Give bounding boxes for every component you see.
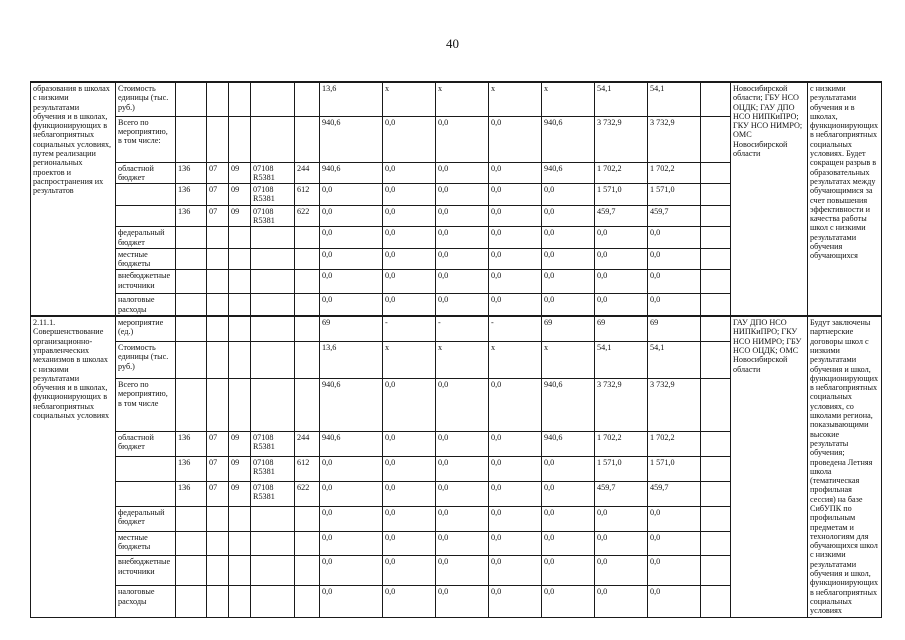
grbs-code-cell: 136 [176, 431, 207, 456]
grbs-code-cell: 136 [176, 456, 207, 481]
section-code-cell [207, 531, 229, 556]
expense-type-cell [295, 82, 320, 116]
indicator-label-cell: областной бюджет [116, 431, 176, 456]
value-cell: 0,0 [595, 248, 648, 270]
target-article-cell [251, 294, 295, 316]
value-cell: 0,0 [320, 506, 383, 531]
target-article-cell: 07108 R5381 [251, 184, 295, 206]
expense-type-cell: 244 [295, 162, 320, 184]
target-article-cell: 07108 R5381 [251, 456, 295, 481]
spacer-cell [701, 342, 731, 379]
value-cell: 54,1 [595, 82, 648, 116]
value-cell: 3 732,9 [595, 378, 648, 431]
subsection-code-cell: 09 [229, 456, 251, 481]
section-code-cell [207, 248, 229, 270]
table-body [31, 82, 882, 617]
value-cell: 0,0 [489, 531, 542, 556]
grbs-code-cell: 136 [176, 162, 207, 184]
value-cell: 0,0 [436, 531, 489, 556]
value-cell: 0,0 [489, 378, 542, 431]
value-cell: 0,0 [436, 205, 489, 227]
value-cell: 0,0 [489, 162, 542, 184]
value-cell: 0,0 [595, 556, 648, 586]
value-cell: 13,6 [320, 342, 383, 379]
value-cell: 0,0 [648, 556, 701, 586]
target-article-cell: 07108 R5381 [251, 481, 295, 506]
target-article-cell [251, 270, 295, 294]
spacer-cell [701, 378, 731, 431]
target-article-cell: 07108 R5381 [251, 205, 295, 227]
value-cell: 69 [542, 316, 595, 341]
section-code-cell: 07 [207, 456, 229, 481]
value-cell: 940,6 [542, 116, 595, 162]
value-cell: 0,0 [383, 294, 436, 316]
indicator-label-cell: внебюджетные источники [116, 556, 176, 586]
budget-table [30, 81, 882, 618]
value-cell: 0,0 [436, 184, 489, 206]
grbs-code-cell [176, 378, 207, 431]
value-cell: 0,0 [489, 431, 542, 456]
section-code-cell [207, 270, 229, 294]
expense-type-cell [295, 270, 320, 294]
section-code-cell: 07 [207, 184, 229, 206]
value-cell: 0,0 [436, 481, 489, 506]
section-code-cell [207, 82, 229, 116]
executors-cell: Новосибирской области; ГБУ НСО ОЦДК; ГАУ ДПО НСО НИПКиПРО; ГКУ НСО НИМРО; ОМС Новосибирской области [731, 82, 808, 316]
subsection-code-cell [229, 556, 251, 586]
value-cell: 0,0 [383, 531, 436, 556]
value-cell: 0,0 [542, 270, 595, 294]
value-cell: 0,0 [320, 270, 383, 294]
grbs-code-cell [176, 270, 207, 294]
target-article-cell [251, 556, 295, 586]
value-cell: 0,0 [542, 456, 595, 481]
value-cell: 1 702,2 [595, 431, 648, 456]
indicator-label-cell: налоговые расходы [116, 586, 176, 617]
grbs-code-cell: 136 [176, 205, 207, 227]
expense-type-cell [295, 316, 320, 341]
value-cell: 0,0 [320, 481, 383, 506]
spacer-cell [701, 456, 731, 481]
value-cell: 0,0 [320, 184, 383, 206]
grbs-code-cell [176, 227, 207, 249]
value-cell: 0,0 [320, 531, 383, 556]
expense-type-cell: 622 [295, 205, 320, 227]
indicator-label-cell [116, 481, 176, 506]
value-cell: 0,0 [595, 270, 648, 294]
value-cell: 69 [648, 316, 701, 341]
value-cell: x [436, 342, 489, 379]
grbs-code-cell [176, 531, 207, 556]
value-cell: 3 732,9 [595, 116, 648, 162]
value-cell: 0,0 [383, 431, 436, 456]
value-cell: 0,0 [648, 294, 701, 316]
target-article-cell [251, 316, 295, 341]
subsection-code-cell [229, 248, 251, 270]
value-cell: 1 702,2 [595, 162, 648, 184]
value-cell: 0,0 [489, 270, 542, 294]
subsection-code-cell [229, 116, 251, 162]
target-article-cell [251, 116, 295, 162]
spacer-cell [701, 270, 731, 294]
value-cell: 459,7 [648, 481, 701, 506]
expense-type-cell [295, 342, 320, 379]
value-cell: 0,0 [542, 586, 595, 617]
value-cell: 940,6 [320, 431, 383, 456]
indicator-label-cell: областной бюджет [116, 162, 176, 184]
subsection-code-cell: 09 [229, 205, 251, 227]
value-cell: 0,0 [320, 227, 383, 249]
value-cell: x [436, 82, 489, 116]
value-cell: 0,0 [489, 586, 542, 617]
value-cell: 0,0 [489, 116, 542, 162]
expense-type-cell: 622 [295, 481, 320, 506]
value-cell: 0,0 [489, 456, 542, 481]
value-cell: 0,0 [320, 556, 383, 586]
spacer-cell [701, 294, 731, 316]
page-number: 40 [446, 36, 459, 51]
target-article-cell: 07108 R5381 [251, 162, 295, 184]
indicator-label-cell [116, 456, 176, 481]
indicator-label-cell: налоговые расходы [116, 294, 176, 316]
subsection-code-cell [229, 227, 251, 249]
value-cell: 0,0 [648, 270, 701, 294]
subsection-code-cell [229, 316, 251, 341]
value-cell: - [489, 316, 542, 341]
value-cell: 940,6 [320, 162, 383, 184]
grbs-code-cell [176, 248, 207, 270]
expense-type-cell [295, 116, 320, 162]
indicator-label-cell: мероприятие (ед.) [116, 316, 176, 341]
value-cell: 0,0 [383, 378, 436, 431]
value-cell: 0,0 [489, 184, 542, 206]
subsection-code-cell [229, 82, 251, 116]
grbs-code-cell: 136 [176, 184, 207, 206]
value-cell: 13,6 [320, 82, 383, 116]
value-cell: 0,0 [383, 227, 436, 249]
section-code-cell [207, 116, 229, 162]
value-cell: 0,0 [542, 294, 595, 316]
indicator-label-cell: Всего по мероприятию, в том числе [116, 378, 176, 431]
indicator-label-cell: Стоимость единицы (тыс. руб.) [116, 82, 176, 116]
subsection-code-cell [229, 378, 251, 431]
value-cell: 0,0 [489, 556, 542, 586]
value-cell: 0,0 [383, 586, 436, 617]
value-cell: 0,0 [489, 248, 542, 270]
value-cell: 54,1 [595, 342, 648, 379]
value-cell: x [383, 82, 436, 116]
value-cell: 940,6 [320, 378, 383, 431]
spacer-cell [701, 531, 731, 556]
expense-type-cell [295, 556, 320, 586]
value-cell: 940,6 [542, 378, 595, 431]
value-cell: 0,0 [542, 248, 595, 270]
value-cell: 0,0 [489, 227, 542, 249]
target-article-cell [251, 506, 295, 531]
spacer-cell [701, 316, 731, 341]
value-cell: 0,0 [383, 162, 436, 184]
subsection-code-cell: 09 [229, 481, 251, 506]
value-cell: 459,7 [595, 481, 648, 506]
value-cell: 0,0 [320, 586, 383, 617]
value-cell: - [383, 316, 436, 341]
spacer-cell [701, 586, 731, 617]
value-cell: - [436, 316, 489, 341]
value-cell: 459,7 [595, 205, 648, 227]
value-cell: 0,0 [436, 556, 489, 586]
value-cell: 0,0 [383, 481, 436, 506]
value-cell: 1 571,0 [595, 456, 648, 481]
value-cell: x [542, 82, 595, 116]
indicator-label-cell: федеральный бюджет [116, 227, 176, 249]
indicator-label-cell: местные бюджеты [116, 531, 176, 556]
target-article-cell [251, 248, 295, 270]
section-code-cell [207, 586, 229, 617]
grbs-code-cell [176, 316, 207, 341]
value-cell: 0,0 [542, 227, 595, 249]
value-cell: 0,0 [595, 294, 648, 316]
spacer-cell [701, 205, 731, 227]
target-article-cell [251, 82, 295, 116]
section-code-cell: 07 [207, 205, 229, 227]
value-cell: 0,0 [542, 184, 595, 206]
spacer-cell [701, 506, 731, 531]
value-cell: 459,7 [648, 205, 701, 227]
expense-type-cell: 612 [295, 456, 320, 481]
value-cell: 0,0 [436, 456, 489, 481]
value-cell: 0,0 [542, 531, 595, 556]
value-cell: 54,1 [648, 82, 701, 116]
section-code-cell [207, 316, 229, 341]
spacer-cell [701, 481, 731, 506]
value-cell: 0,0 [595, 586, 648, 617]
value-cell: 0,0 [542, 205, 595, 227]
value-cell: 0,0 [383, 248, 436, 270]
value-cell: 0,0 [383, 506, 436, 531]
grbs-code-cell [176, 294, 207, 316]
subsection-code-cell [229, 506, 251, 531]
spacer-cell [701, 227, 731, 249]
indicator-label-cell: внебюджетные источники [116, 270, 176, 294]
subsection-code-cell [229, 294, 251, 316]
target-article-cell [251, 531, 295, 556]
value-cell: 1 702,2 [648, 431, 701, 456]
value-cell: 0,0 [648, 586, 701, 617]
value-cell: 1 571,0 [648, 456, 701, 481]
spacer-cell [701, 162, 731, 184]
value-cell: 940,6 [542, 431, 595, 456]
indicator-label-cell [116, 205, 176, 227]
subsection-code-cell [229, 586, 251, 617]
spacer-cell [701, 184, 731, 206]
value-cell: 0,0 [320, 205, 383, 227]
value-cell: 54,1 [648, 342, 701, 379]
value-cell: 3 732,9 [648, 116, 701, 162]
value-cell: 0,0 [489, 205, 542, 227]
subsection-code-cell [229, 531, 251, 556]
activity-name-cell: 2.11.1. Совершенствование организационно-управленческих механизмов в школах с низкими результатами обучения и в школах, функционирующих в неблагоприятных социальных условиях [31, 316, 116, 617]
indicator-label-cell: местные бюджеты [116, 248, 176, 270]
value-cell: 0,0 [436, 294, 489, 316]
expense-type-cell [295, 531, 320, 556]
spacer-cell [701, 82, 731, 116]
value-cell: 1 571,0 [595, 184, 648, 206]
section-code-cell: 07 [207, 431, 229, 456]
value-cell: 0,0 [542, 506, 595, 531]
value-cell: 0,0 [542, 556, 595, 586]
grbs-code-cell [176, 556, 207, 586]
spacer-cell [701, 556, 731, 586]
value-cell: 0,0 [383, 556, 436, 586]
expected-result-cell: с низкими результатами обучения и в школах, функционирующих в неблагоприятных социальных условиях. Будет сокращен разрыв в образовательных результатах между обучающимися за счет повышения эффективности и качества работы школ с низкими результатами обучения обучающихся [808, 82, 882, 316]
value-cell: 0,0 [320, 456, 383, 481]
subsection-code-cell [229, 342, 251, 379]
subsection-code-cell: 09 [229, 162, 251, 184]
section-code-cell [207, 556, 229, 586]
grbs-code-cell [176, 586, 207, 617]
subsection-code-cell: 09 [229, 431, 251, 456]
value-cell: 0,0 [436, 162, 489, 184]
grbs-code-cell [176, 342, 207, 379]
section-code-cell: 07 [207, 162, 229, 184]
indicator-label-cell [116, 184, 176, 206]
value-cell: 0,0 [648, 531, 701, 556]
value-cell: 1 702,2 [648, 162, 701, 184]
table-row [31, 82, 882, 116]
grbs-code-cell [176, 116, 207, 162]
expense-type-cell: 244 [295, 431, 320, 456]
value-cell: 69 [595, 316, 648, 341]
target-article-cell [251, 378, 295, 431]
expected-result-cell: Будут заключены партнерские договоры школ с низкими результатами обучения и школ, функционирующих в неблагоприятных социальных условиях, со школами региона, показывающими высокие результаты обучения; проведена Летняя школа (тематическая профильная сессия) на базе СибУПК по профильным предметам и технологиям для обучающихся школ с низкими результатами обучения и школ, функционирующих в неблагоприятных социальных условиях [808, 316, 882, 617]
grbs-code-cell [176, 506, 207, 531]
section-code-cell [207, 294, 229, 316]
value-cell: 0,0 [542, 481, 595, 506]
value-cell: x [542, 342, 595, 379]
section-code-cell: 07 [207, 481, 229, 506]
value-cell: 1 571,0 [648, 184, 701, 206]
value-cell: 0,0 [383, 270, 436, 294]
value-cell: 0,0 [436, 431, 489, 456]
value-cell: x [489, 82, 542, 116]
section-code-cell [207, 227, 229, 249]
executors-cell: ГАУ ДПО НСО НИПКиПРО; ГКУ НСО НИМРО; ГБУ НСО ОЦДК; ОМС Новосибирской области [731, 316, 808, 617]
value-cell: 3 732,9 [648, 378, 701, 431]
value-cell: 0,0 [320, 294, 383, 316]
target-article-cell [251, 586, 295, 617]
value-cell: 0,0 [436, 270, 489, 294]
section-code-cell [207, 506, 229, 531]
value-cell: 0,0 [436, 227, 489, 249]
expense-type-cell [295, 294, 320, 316]
value-cell: x [489, 342, 542, 379]
spacer-cell [701, 116, 731, 162]
value-cell: 0,0 [489, 506, 542, 531]
indicator-label-cell: Всего по мероприятию, в том числе: [116, 116, 176, 162]
value-cell: x [383, 342, 436, 379]
value-cell: 0,0 [320, 248, 383, 270]
target-article-cell [251, 227, 295, 249]
value-cell: 0,0 [595, 531, 648, 556]
value-cell: 0,0 [595, 506, 648, 531]
value-cell: 0,0 [489, 294, 542, 316]
target-article-cell: 07108 R5381 [251, 431, 295, 456]
value-cell: 0,0 [436, 378, 489, 431]
section-code-cell [207, 342, 229, 379]
grbs-code-cell: 136 [176, 481, 207, 506]
value-cell: 0,0 [436, 586, 489, 617]
value-cell: 0,0 [383, 205, 436, 227]
value-cell: 940,6 [320, 116, 383, 162]
value-cell: 0,0 [595, 227, 648, 249]
expense-type-cell [295, 248, 320, 270]
value-cell: 0,0 [383, 456, 436, 481]
target-article-cell [251, 342, 295, 379]
expense-type-cell: 612 [295, 184, 320, 206]
value-cell: 0,0 [648, 248, 701, 270]
value-cell: 0,0 [436, 116, 489, 162]
table-row [31, 316, 882, 341]
value-cell: 940,6 [542, 162, 595, 184]
value-cell: 0,0 [383, 184, 436, 206]
value-cell: 0,0 [648, 227, 701, 249]
value-cell: 0,0 [648, 506, 701, 531]
subsection-code-cell: 09 [229, 184, 251, 206]
expense-type-cell [295, 227, 320, 249]
activity-name-cell: образования в школах с низкими результатами обучения и в школах, функционирующих в неблагоприятных социальных условиях, путем реализации региональных проектов и распространения их результатов [31, 82, 116, 316]
spacer-cell [701, 431, 731, 456]
indicator-label-cell: федеральный бюджет [116, 506, 176, 531]
value-cell: 0,0 [436, 506, 489, 531]
grbs-code-cell [176, 82, 207, 116]
expense-type-cell [295, 586, 320, 617]
value-cell: 0,0 [489, 481, 542, 506]
value-cell: 69 [320, 316, 383, 341]
spacer-cell [701, 248, 731, 270]
subsection-code-cell [229, 270, 251, 294]
value-cell: 0,0 [436, 248, 489, 270]
expense-type-cell [295, 378, 320, 431]
value-cell: 0,0 [383, 116, 436, 162]
section-code-cell [207, 378, 229, 431]
indicator-label-cell: Стоимость единицы (тыс. руб.) [116, 342, 176, 379]
expense-type-cell [295, 506, 320, 531]
